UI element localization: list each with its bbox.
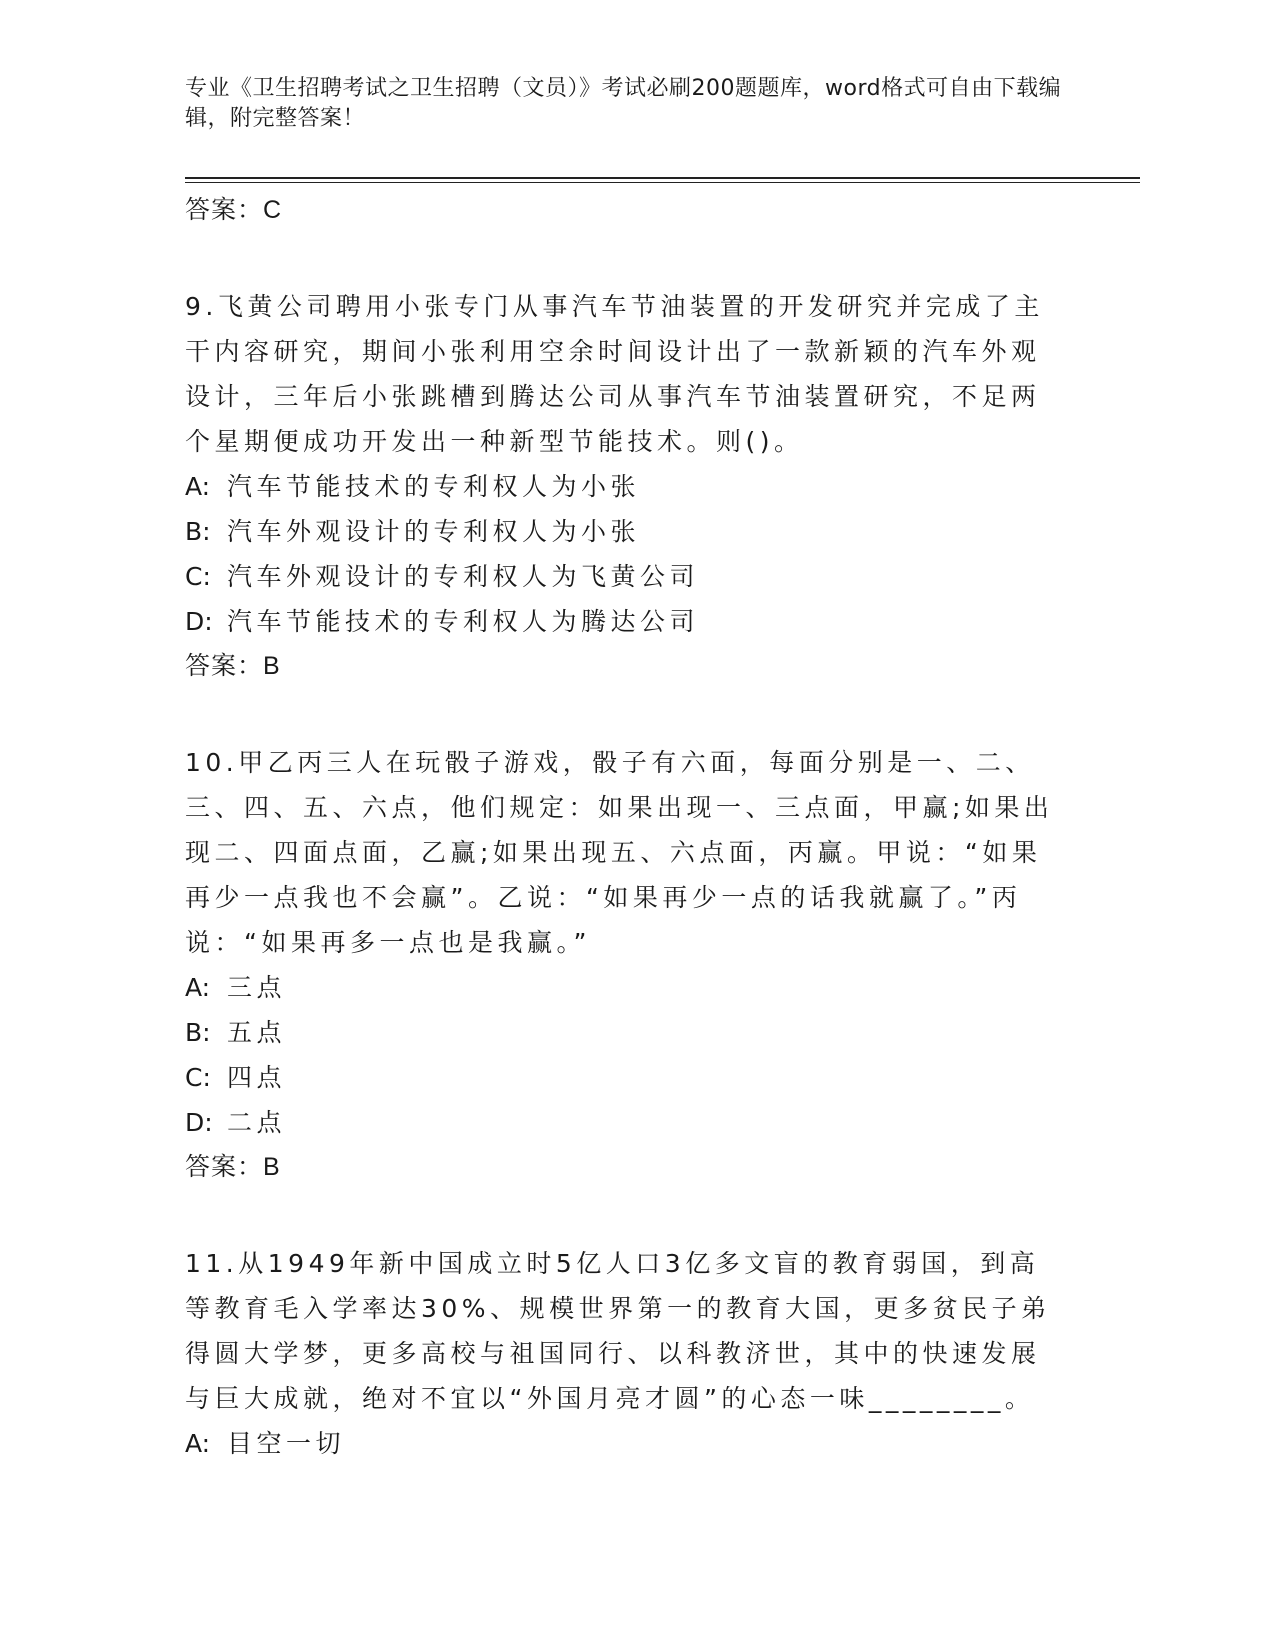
option-text: 汽车节能技术的专利权人为小张 [227, 472, 641, 501]
option-a [185, 1421, 1065, 1466]
question-stem: 11.从1949年新中国成立时5亿人口3亿多文盲的教育弱国，到高等教育毛入学率达30%、规模世界第一的教育大国，更多贫民子弟得圆大学梦，更多高校与祖国同行、以科教济世，其中的快速发展与巨大成就，绝对不宜以“外国月亮才圆”的心态一味________。 [185, 1249, 1051, 1413]
option-label: D: [185, 1108, 213, 1137]
option-text: 五点 [227, 1018, 287, 1047]
question-stem: 10.甲乙丙三人在玩骰子游戏，骰子有六面，每面分别是一、二、三、四、五、六点，他们规定：如果出现一、三点面，甲赢;如果出现二、四面点面，乙赢;如果出现五、六点面，丙赢。甲说：“如果再少一点我也不会赢”。乙说：“如果再少一点的话我就赢了。”丙说：“如果再多一点也是我赢。” [185, 748, 1054, 957]
option-label: B: [185, 1018, 211, 1047]
answer-q10: 答案：B [185, 1153, 281, 1181]
document-header: 专业《卫生招聘考试之卫生招聘（文员）》考试必刷200题题库，word格式可自由下载编辑，附完整答案！ [185, 76, 1062, 131]
option-label: C: [185, 562, 211, 591]
option-label: A: [185, 973, 211, 1002]
option-label: A: [185, 472, 211, 501]
option-text: 目空一切 [227, 1429, 346, 1458]
option-text: 二点 [227, 1108, 287, 1137]
option-text: 汽车外观设计的专利权人为小张 [227, 517, 641, 546]
header-divider-thick [185, 177, 1140, 179]
option-text: 汽车节能技术的专利权人为腾达公司 [227, 607, 700, 636]
question-stem: 9.飞黄公司聘用小张专门从事汽车节油装置的开发研究并完成了主干内容研究，期间小张利用空余时间设计出了一款新颖的汽车外观设计，三年后小张跳槽到腾达公司从事汽车节油装置研究，不足两个星期便成功开发出一种新型节能技术。则()。 [185, 292, 1044, 456]
option-text: 四点 [227, 1063, 287, 1092]
option-text: 三点 [227, 973, 287, 1002]
option-label: D: [185, 607, 213, 636]
option-d [185, 1100, 1065, 1145]
option-b [185, 1010, 1065, 1055]
answer-q9: 答案：B [185, 652, 281, 680]
question-11 [185, 1241, 1065, 1466]
question-10 [185, 740, 1065, 1189]
question-9 [185, 284, 1065, 688]
question-content [185, 188, 1065, 1466]
option-c [185, 1055, 1065, 1100]
option-text: 汽车外观设计的专利权人为飞黄公司 [227, 562, 700, 591]
answer-q8: 答案：C [185, 196, 283, 224]
header-divider-thin [185, 182, 1140, 183]
option-b [185, 509, 1065, 554]
option-label: B: [185, 517, 211, 546]
option-label: C: [185, 1063, 211, 1092]
option-c [185, 554, 1065, 599]
option-label: A: [185, 1429, 211, 1458]
option-a [185, 464, 1065, 509]
option-a [185, 965, 1065, 1010]
option-d [185, 599, 1065, 644]
